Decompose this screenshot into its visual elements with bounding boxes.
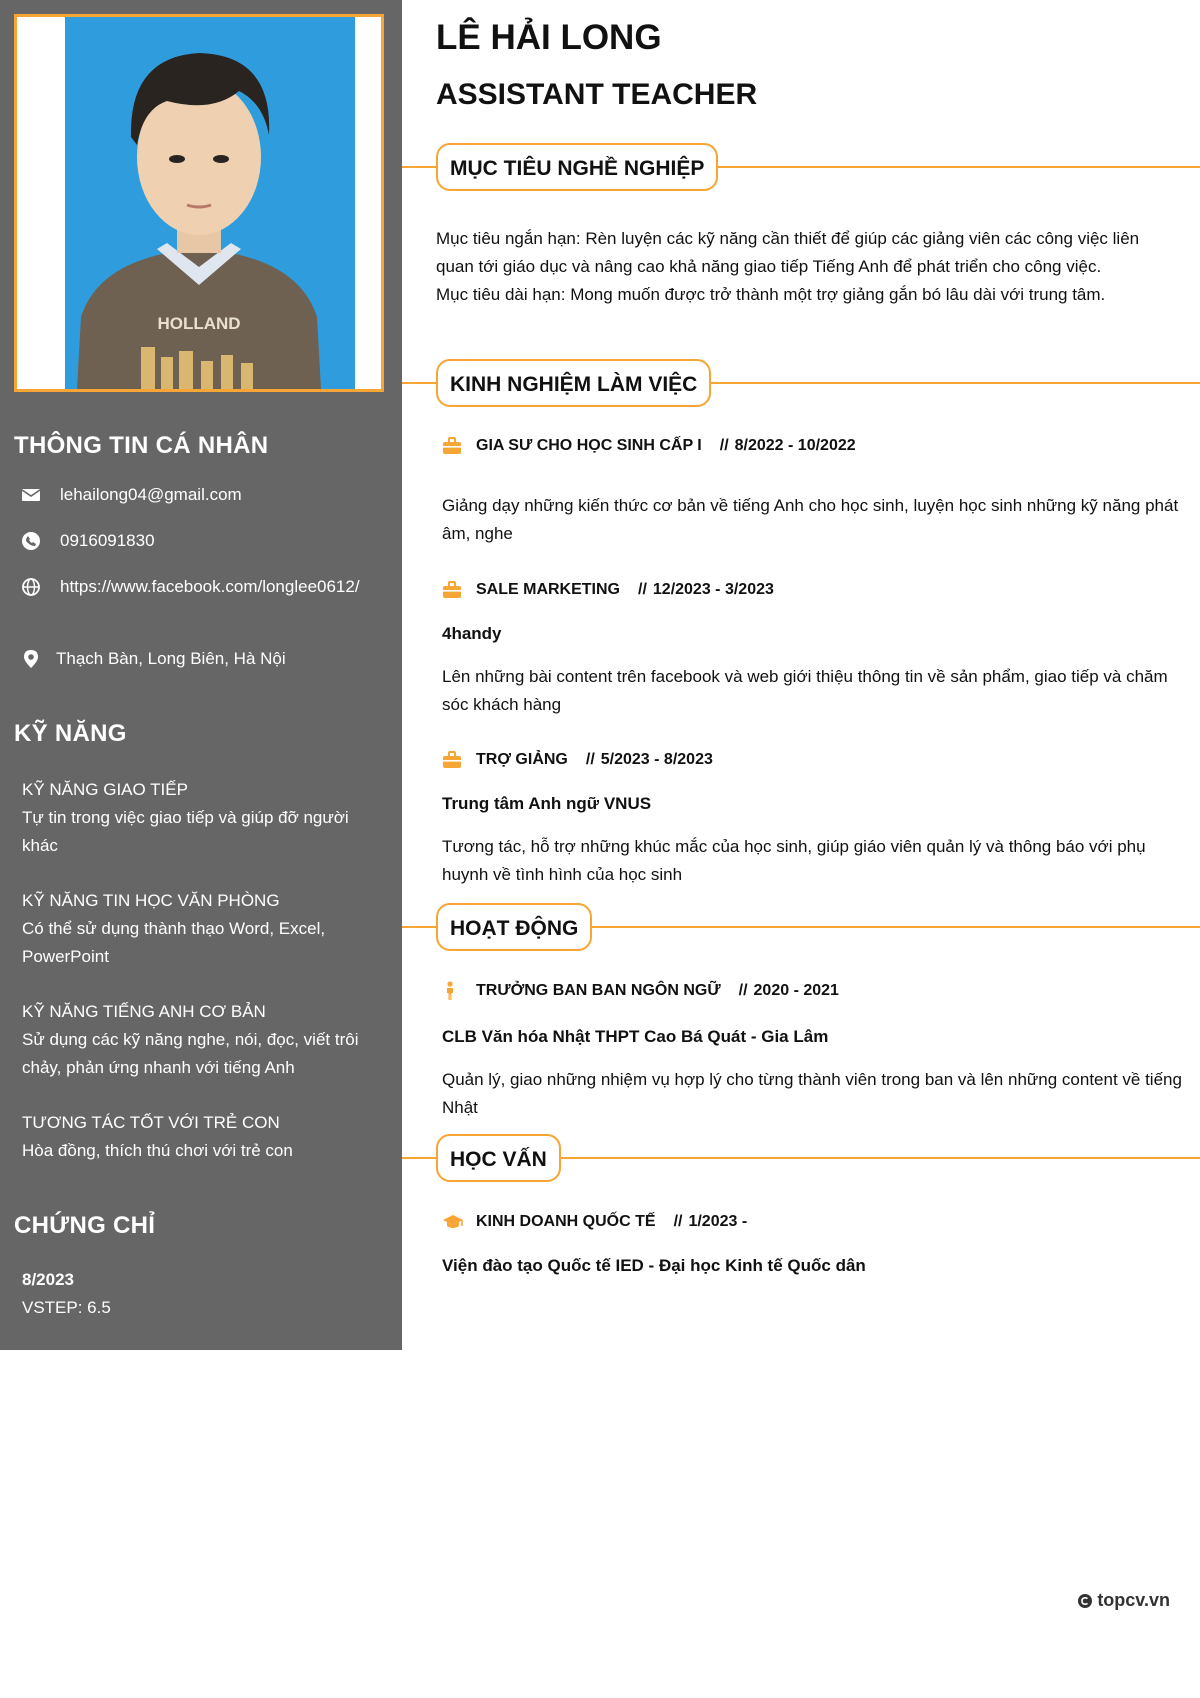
sidebar xyxy=(0,0,402,1350)
skill-name: KỸ NĂNG TIN HỌC VĂN PHÒNG xyxy=(22,891,280,910)
job-header xyxy=(442,436,856,456)
objective-long: Mục tiêu dài hạn: Mong muốn được trở thành một trợ giảng gắn bó lâu dài với trung tâm. xyxy=(436,285,1106,304)
activity-header xyxy=(442,981,839,1001)
skill-desc: Sử dụng các kỹ năng nghe, nói, đọc, viết trôi chảy, phản ứng nhanh với tiếng Anh xyxy=(22,1030,359,1077)
activity-description: Quản lý, giao những nhiệm vụ hợp lý cho từng thành viên trong ban và lên những content về tiếng Nhật xyxy=(442,1070,1182,1117)
skill-name: KỸ NĂNG TIẾNG ANH CƠ BẢN xyxy=(22,1002,266,1021)
portrait-illustration xyxy=(17,17,381,389)
education-header xyxy=(442,1212,747,1232)
job-role: TRỢ GIẢNG xyxy=(476,751,568,768)
personal-info-heading: THÔNG TIN CÁ NHÂN xyxy=(14,432,269,459)
phone-text[interactable]: 0916091830 xyxy=(60,531,155,550)
job-role: SALE MARKETING xyxy=(476,581,620,598)
contact-phone xyxy=(20,528,380,554)
job-separator: // xyxy=(719,437,729,454)
candidate-name: LÊ HẢI LONG xyxy=(436,18,662,57)
shirt-print: HOLLAND xyxy=(157,314,241,333)
address-text: Thạch Bàn, Long Biên, Hà Nội xyxy=(56,649,286,668)
education-major: KINH DOANH QUỐC TẾ xyxy=(476,1213,656,1230)
skill-desc: Tự tin trong việc giao tiếp và giúp đỡ người khác xyxy=(22,808,349,855)
skill-name: KỸ NĂNG GIAO TIẾP xyxy=(22,780,188,799)
activities-heading: HOẠT ĐỘNG xyxy=(436,903,592,951)
skill-item xyxy=(22,776,382,860)
skill-item xyxy=(22,998,382,1082)
job-period: 5/2023 - 8/2023 xyxy=(600,751,713,768)
education-heading: HỌC VẤN xyxy=(436,1134,561,1182)
job-description: Tương tác, hỗ trợ những khúc mắc của học sinh, giúp giáo viên quản lý và thông báo với phụ huynh về tình hình của học sinh xyxy=(442,837,1146,884)
activity-org: CLB Văn hóa Nhật THPT Cao Bá Quát - Gia Lâm xyxy=(442,1027,829,1046)
contact-website xyxy=(20,574,380,600)
experience-heading: KINH NGHIỆM LÀM VIỆC xyxy=(436,359,711,407)
skill-item xyxy=(22,1109,382,1165)
certificates-heading: CHỨNG CHỈ xyxy=(14,1212,156,1239)
job-title: ASSISTANT TEACHER xyxy=(436,78,758,111)
website-link[interactable]: https://www.facebook.com/longlee0612/ xyxy=(60,577,360,596)
contact-address xyxy=(20,646,380,672)
briefcase-icon xyxy=(442,750,464,770)
job-role: GIA SƯ CHO HỌC SINH CẤP I xyxy=(476,437,702,454)
activity-period: 2020 - 2021 xyxy=(753,982,839,999)
activity-role: TRƯỞNG BAN BAN NGÔN NGỮ xyxy=(476,982,721,999)
email-text[interactable]: lehailong04@gmail.com xyxy=(60,485,242,504)
job-period: 12/2023 - 3/2023 xyxy=(652,581,774,598)
job-separator: // xyxy=(638,581,647,598)
job-company: Trung tâm Anh ngữ VNUS xyxy=(442,794,652,813)
globe-icon xyxy=(20,576,42,598)
skills-heading: KỸ NĂNG xyxy=(14,720,127,747)
objective-text xyxy=(436,225,1176,309)
activity-separator: // xyxy=(738,982,748,999)
footer-brand-text[interactable]: topcv.vn xyxy=(1097,1590,1170,1610)
education-school: Viện đào tạo Quốc tế IED - Đại học Kinh tế Quốc dân xyxy=(442,1256,866,1275)
job-company: 4handy xyxy=(442,624,502,643)
person-icon xyxy=(442,981,464,1001)
job-description: Giảng dạy những kiến thức cơ bản về tiếng Anh cho học sinh, luyện học sinh những kỹ năng phát âm, nghe xyxy=(442,496,1179,543)
contact-email xyxy=(20,482,380,508)
mail-icon xyxy=(20,484,42,506)
location-icon xyxy=(20,648,42,670)
briefcase-icon xyxy=(442,436,464,456)
skill-item xyxy=(22,887,382,971)
phone-icon xyxy=(20,530,42,552)
profile-photo xyxy=(14,14,384,392)
briefcase-icon xyxy=(442,580,464,600)
job-separator: // xyxy=(585,751,595,768)
footer-brand[interactable] xyxy=(1077,1590,1170,1611)
certificate-item xyxy=(22,1266,111,1322)
certificate-date: 8/2023 xyxy=(22,1270,74,1289)
education-period: 1/2023 - xyxy=(688,1213,748,1230)
copyright-icon xyxy=(1077,1593,1093,1609)
job-period: 8/2022 - 10/2022 xyxy=(734,437,856,454)
job-description: Lên những bài content trên facebook và web giới thiệu thông tin về sản phẩm, giao tiếp và chăm sóc khách hàng xyxy=(442,667,1168,714)
objective-short: Mục tiêu ngắn hạn: Rèn luyện các kỹ năng cần thiết để giúp các giảng viên các công việc liên quan tới giáo dục và nâng cao khả năng giao tiếp Tiếng Anh để phát triển cho công việc. xyxy=(436,229,1140,276)
skill-desc: Hòa đồng, thích thú chơi với trẻ con xyxy=(22,1141,293,1160)
certificate-name: VSTEP: 6.5 xyxy=(22,1298,111,1317)
education-separator: // xyxy=(673,1213,683,1230)
skill-name: TƯƠNG TÁC TỐT VỚI TRẺ CON xyxy=(22,1113,280,1132)
job-header xyxy=(442,580,774,600)
skill-desc: Có thể sử dụng thành thạo Word, Excel, PowerPoint xyxy=(22,919,326,966)
job-header xyxy=(442,750,713,770)
objective-heading: MỤC TIÊU NGHỀ NGHIỆP xyxy=(436,143,718,191)
graduation-cap-icon xyxy=(442,1212,464,1232)
